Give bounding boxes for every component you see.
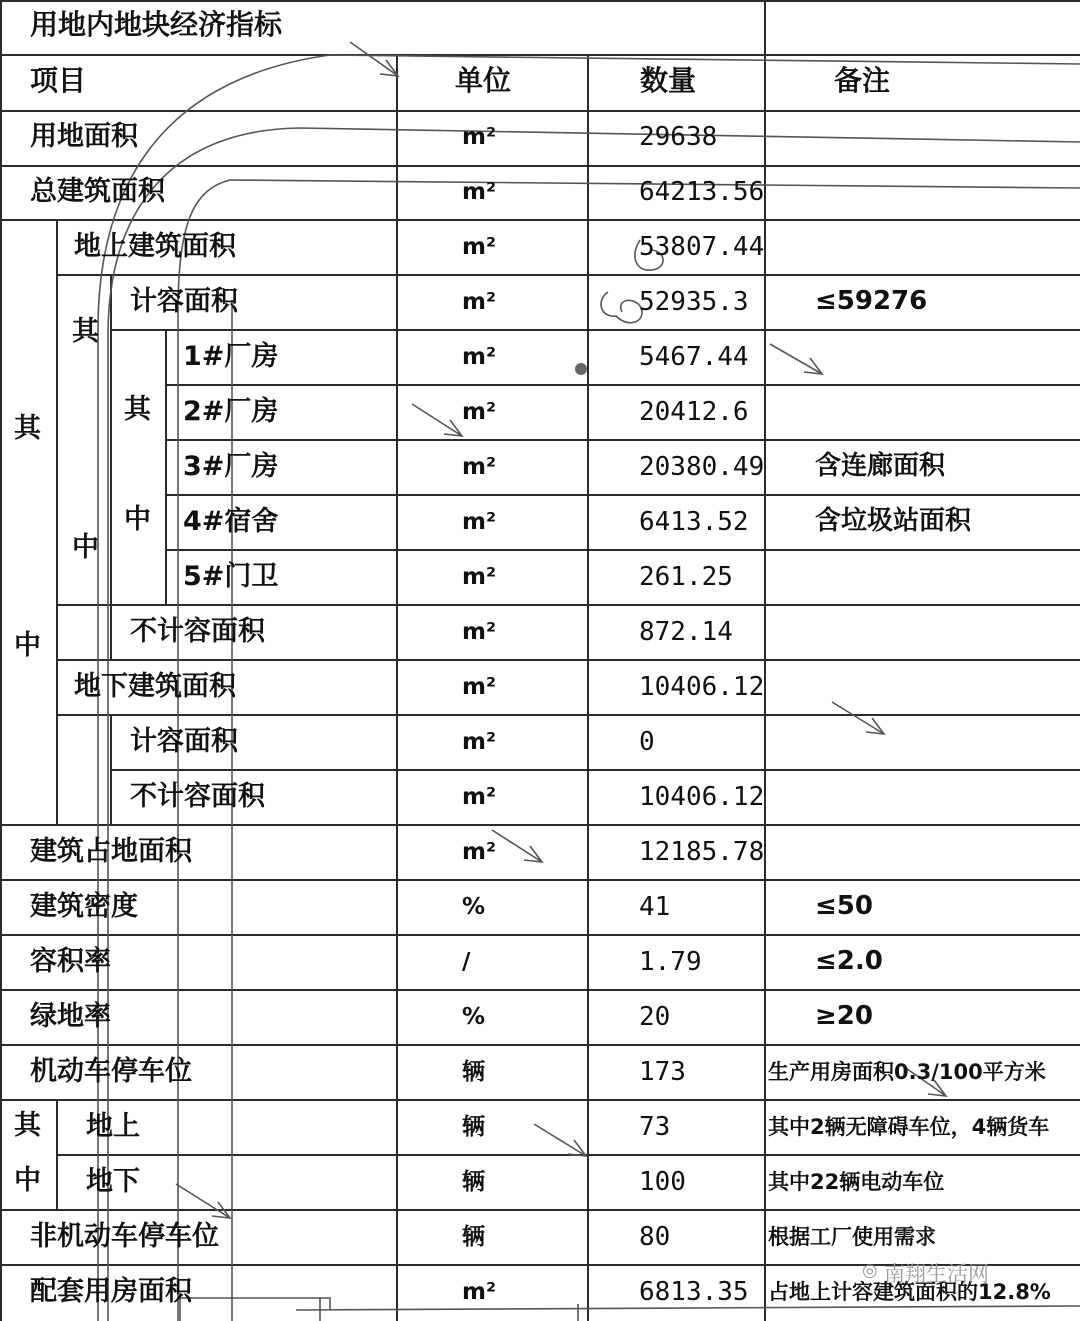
row-label: 地上 bbox=[86, 1111, 140, 1142]
row-unit: 辆 bbox=[462, 1224, 485, 1250]
row-note: 占地上计容建筑面积的12.8% bbox=[768, 1280, 1051, 1304]
row-value: 53807.44 bbox=[639, 232, 765, 262]
row-label: 容积率 bbox=[30, 946, 111, 977]
row-value: 20412.6 bbox=[639, 397, 749, 427]
row-unit: m² bbox=[462, 179, 497, 205]
row-unit: 辆 bbox=[462, 1169, 485, 1195]
row-value: 10406.12 bbox=[639, 782, 765, 812]
group-label-zhong: 中 bbox=[124, 504, 151, 535]
sketch-curve bbox=[178, 177, 1080, 1321]
row-value: 0 bbox=[639, 727, 655, 757]
sketch-arrow bbox=[492, 830, 542, 862]
row-note: 含连廊面积 bbox=[815, 451, 946, 481]
row-unit: m² bbox=[462, 454, 497, 480]
sketch-scribble bbox=[601, 292, 642, 323]
row-value: 20 bbox=[639, 1002, 671, 1032]
row-unit: m² bbox=[462, 344, 497, 370]
row-label: 不计容面积 bbox=[130, 616, 265, 647]
group-label-qi: 其 bbox=[14, 413, 41, 444]
row-value: 20380.49 bbox=[639, 452, 765, 482]
sketch-arrow bbox=[412, 404, 462, 436]
row-label: 地下 bbox=[86, 1166, 140, 1197]
group-label-qi: 其 bbox=[14, 1110, 41, 1141]
row-label: 建筑占地面积 bbox=[30, 836, 192, 867]
row-note: ≥20 bbox=[815, 1001, 873, 1031]
row-label: 计容面积 bbox=[130, 286, 238, 317]
row-unit: m² bbox=[462, 234, 497, 260]
watermark-text: 南翔生活网 bbox=[884, 1262, 989, 1286]
group-label-qi: 其 bbox=[72, 316, 99, 347]
sketch-arrow bbox=[176, 1184, 230, 1218]
row-unit: % bbox=[462, 894, 486, 920]
row-note: 其中22辆电动车位 bbox=[768, 1170, 945, 1194]
row-label: 计容面积 bbox=[130, 726, 238, 757]
row-label: 1#厂房 bbox=[183, 341, 279, 372]
group-label-zhong: 中 bbox=[14, 630, 41, 661]
sketch-arrow bbox=[350, 42, 398, 76]
row-unit: m² bbox=[462, 289, 497, 315]
group-label-zhong: 中 bbox=[72, 532, 99, 563]
header-unit: 单位 bbox=[455, 64, 512, 97]
row-note: ≤50 bbox=[815, 891, 873, 921]
row-label: 建筑密度 bbox=[30, 891, 138, 922]
row-label: 总建筑面积 bbox=[30, 176, 165, 207]
sketch-curve bbox=[108, 124, 1080, 1321]
row-unit: / bbox=[462, 949, 471, 975]
header-item: 项目 bbox=[30, 64, 87, 97]
header-quantity: 数量 bbox=[640, 64, 697, 97]
wechat-icon: ◎ bbox=[862, 1260, 878, 1281]
row-unit: m² bbox=[462, 674, 497, 700]
sketch-arrow bbox=[832, 702, 884, 734]
row-unit: 辆 bbox=[462, 1114, 485, 1140]
row-value: 12185.78 bbox=[639, 837, 765, 867]
row-unit: m² bbox=[462, 839, 497, 865]
row-note: 其中2辆无障碍车位，4辆货车 bbox=[768, 1115, 1050, 1139]
row-value: 261.25 bbox=[639, 562, 733, 592]
header-note: 备注 bbox=[834, 64, 891, 97]
row-label: 不计容面积 bbox=[130, 781, 265, 812]
row-value: 73 bbox=[639, 1112, 671, 1142]
row-unit: m² bbox=[462, 399, 497, 425]
row-value: 52935.3 bbox=[639, 287, 749, 317]
row-unit: 辆 bbox=[462, 1059, 485, 1085]
row-unit: m² bbox=[462, 619, 497, 645]
row-label: 5#门卫 bbox=[183, 561, 279, 592]
row-unit: m² bbox=[462, 1279, 497, 1305]
row-label: 绿地率 bbox=[30, 1001, 111, 1032]
row-value: 1.79 bbox=[639, 947, 702, 977]
row-value: 100 bbox=[639, 1167, 686, 1197]
row-value: 10406.12 bbox=[639, 672, 765, 702]
row-label: 4#宿舍 bbox=[183, 506, 279, 537]
row-unit: m² bbox=[462, 509, 497, 535]
row-unit: m² bbox=[462, 124, 497, 150]
row-unit: m² bbox=[462, 729, 497, 755]
row-note: 生产用房面积0.3/100平方米 bbox=[768, 1060, 1046, 1084]
sketch-dot bbox=[575, 363, 587, 375]
row-value: 6813.35 bbox=[639, 1277, 749, 1307]
row-label: 3#厂房 bbox=[183, 451, 279, 482]
table-title: 用地内地块经济指标 bbox=[30, 8, 283, 41]
row-unit: m² bbox=[462, 564, 497, 590]
row-value: 64213.56 bbox=[639, 177, 765, 207]
group-label-qi: 其 bbox=[124, 394, 151, 425]
row-value: 6413.52 bbox=[639, 507, 749, 537]
row-label: 2#厂房 bbox=[183, 396, 279, 427]
row-note: 根据工厂使用需求 bbox=[768, 1225, 936, 1249]
row-note: 含垃圾站面积 bbox=[815, 506, 972, 536]
row-value: 41 bbox=[639, 892, 671, 922]
row-label: 地下建筑面积 bbox=[74, 671, 236, 702]
row-label: 配套用房面积 bbox=[30, 1276, 192, 1307]
row-note: ≤59276 bbox=[815, 286, 928, 316]
row-label: 非机动车停车位 bbox=[30, 1221, 219, 1252]
row-label: 用地面积 bbox=[30, 121, 138, 152]
row-value: 872.14 bbox=[639, 617, 733, 647]
sketch-arrow bbox=[534, 1124, 586, 1156]
group-label-zhong: 中 bbox=[14, 1165, 41, 1196]
row-label: 机动车停车位 bbox=[30, 1056, 192, 1087]
sketch-arrow bbox=[770, 344, 822, 374]
row-value: 80 bbox=[639, 1222, 671, 1252]
row-note: ≤2.0 bbox=[815, 946, 883, 976]
row-unit: % bbox=[462, 1004, 486, 1030]
row-value: 173 bbox=[639, 1057, 686, 1087]
row-value: 5467.44 bbox=[639, 342, 749, 372]
row-label: 地上建筑面积 bbox=[74, 231, 236, 262]
row-value: 29638 bbox=[639, 122, 718, 152]
row-unit: m² bbox=[462, 784, 497, 810]
